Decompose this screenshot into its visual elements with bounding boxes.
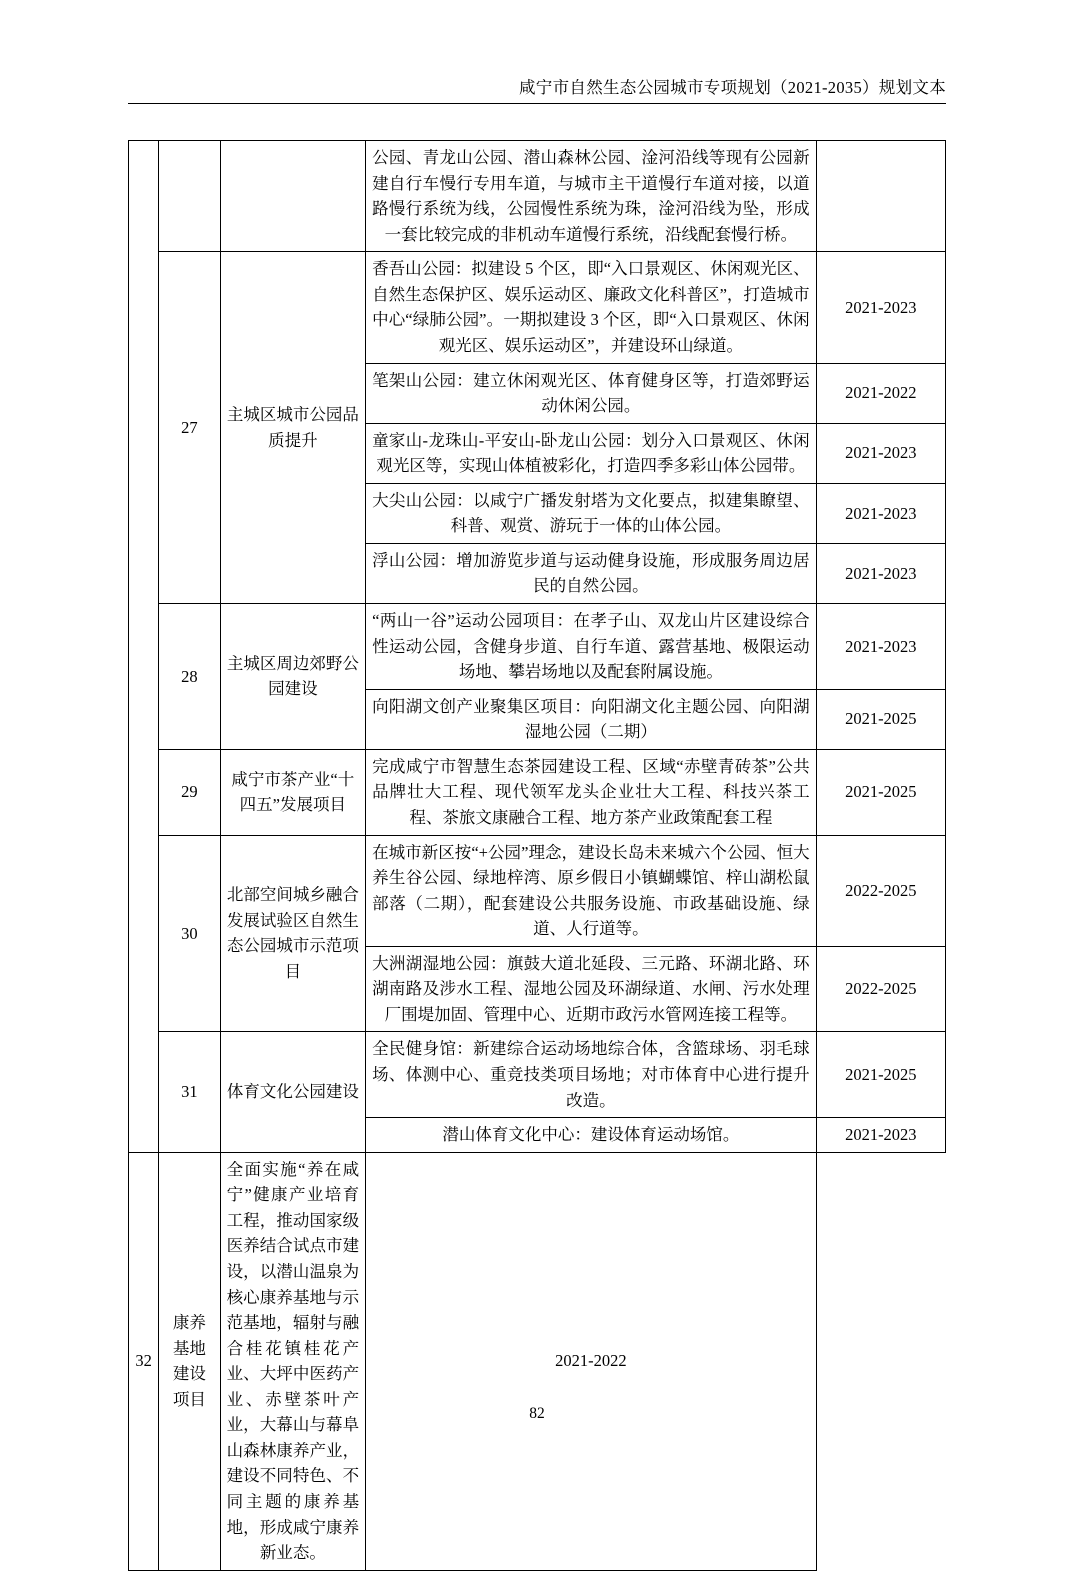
cell-year xyxy=(816,141,945,252)
cell-year: 2021-2023 xyxy=(816,423,945,483)
cell-description: “两山一谷”运动公园项目：在孝子山、双龙山片区建设综合性运动公园，含健身步道、自行车道、露营基地、极限运动场地、攀岩场地以及配套附属设施。 xyxy=(366,604,817,690)
project-table-wrapper xyxy=(128,140,946,1571)
page-header: 咸宁市自然生态公园城市专项规划（2021-2035）规划文本 xyxy=(519,78,946,97)
cell-description: 大洲湖湿地公园：旗鼓大道北延段、三元路、环湖北路、环湖南路及涉水工程、湿地公园及环湖绿道、水闸、污水处理厂围堤加固、管理中心、近期市政污水管网连接工程等。 xyxy=(366,946,817,1032)
cell-year: 2021-2025 xyxy=(816,1032,945,1118)
cell-number: 32 xyxy=(129,1152,159,1570)
cell-number: 30 xyxy=(159,835,220,1032)
cell-year: 2021-2022 xyxy=(816,363,945,423)
table-row xyxy=(129,835,946,946)
cell-year: 2021-2022 xyxy=(366,1152,817,1570)
cell-year: 2021-2023 xyxy=(816,252,945,363)
cell-description: 大尖山公园：以咸宁广播发射塔为文化要点，拟建集瞭望、科普、观赏、游玩于一体的山体公园。 xyxy=(366,483,817,543)
cell-number: 29 xyxy=(159,749,220,835)
cell-number xyxy=(159,141,220,252)
table-row xyxy=(129,141,946,252)
table-row xyxy=(129,252,946,363)
cell-project-name: 北部空间城乡融合发展试验区自然生态公园城市示范项目 xyxy=(220,835,366,1032)
cell-description: 完成咸宁市智慧生态茶园建设工程、区域“赤壁青砖茶”公共品牌壮大工程、现代领军龙头企业壮大工程、科技兴茶工程、茶旅文康融合工程、地方茶产业政策配套工程 xyxy=(366,749,817,835)
table-row xyxy=(129,1032,946,1118)
cell-project-name: 主城区周边郊野公园建设 xyxy=(220,604,366,750)
table-row xyxy=(129,604,946,690)
cell-year: 2022-2025 xyxy=(816,835,945,946)
table-row xyxy=(129,749,946,835)
cell-year: 2021-2023 xyxy=(816,543,945,603)
cell-project-name: 体育文化公园建设 xyxy=(220,1032,366,1152)
cell-project-name xyxy=(220,141,366,252)
cell-number: 27 xyxy=(159,252,220,604)
page-number: 82 xyxy=(529,1405,545,1422)
cell-description: 公园、青龙山公园、潜山森林公园、淦河沿线等现有公园新建自行车慢行专用车道，与城市主干道慢行车道对接，以道路慢行系统为线，公园慢性系统为珠，淦河沿线为坠，形成一套比较完成的非机动车道慢行系统，沿线配套慢行桥。 xyxy=(366,141,817,252)
cell-number: 31 xyxy=(159,1032,220,1152)
cell-project-name: 康养基地建设项目 xyxy=(159,1152,220,1570)
cell-description: 童家山-龙珠山-平安山-卧龙山公园：划分入口景观区、休闲观光区等，实现山体植被彩化，打造四季多彩山体公园带。 xyxy=(366,423,817,483)
cell-year: 2021-2023 xyxy=(816,1118,945,1153)
table-row xyxy=(129,1152,946,1570)
cell-year: 2021-2025 xyxy=(816,689,945,749)
project-table xyxy=(128,140,946,1571)
cell-category-blank xyxy=(129,141,159,1153)
cell-description: 全面实施“养在咸宁”健康产业培育工程，推动国家级医养结合试点市建设，以潜山温泉为核心康养基地与示范基地，辐射与融合桂花镇桂花产业、大坪中医药产业、赤壁茶叶产业，大幕山与幕阜山森林康养产业，建设不同特色、不同主题的康养基地，形成咸宁康养新业态。 xyxy=(220,1152,366,1570)
cell-year: 2021-2023 xyxy=(816,483,945,543)
cell-description: 全民健身馆：新建综合运动场地综合体，含篮球场、羽毛球场、体测中心、重竞技类项目场地；对市体育中心进行提升改造。 xyxy=(366,1032,817,1118)
cell-description: 笔架山公园：建立休闲观光区、体育健身区等，打造郊野运动休闲公园。 xyxy=(366,363,817,423)
project-table-body xyxy=(129,141,946,1571)
cell-description: 在城市新区按“+公园”理念，建设长岛未来城六个公园、恒大养生谷公园、绿地梓湾、原乡假日小镇蝴蝶馆、梓山湖松鼠部落（二期），配套建设公共服务设施、市政基础设施、绿道、人行道等。 xyxy=(366,835,817,946)
cell-year: 2022-2025 xyxy=(816,946,945,1032)
cell-description: 浮山公园：增加游览步道与运动健身设施，形成服务周边居民的自然公园。 xyxy=(366,543,817,603)
cell-year: 2021-2025 xyxy=(816,749,945,835)
cell-description: 向阳湖文创产业聚集区项目：向阳湖文化主题公园、向阳湖湿地公园（二期） xyxy=(366,689,817,749)
header-divider xyxy=(128,103,946,104)
cell-project-name: 主城区城市公园品质提升 xyxy=(220,252,366,604)
cell-description: 潜山体育文化中心：建设体育运动场馆。 xyxy=(366,1118,817,1153)
cell-description: 香吾山公园：拟建设 5 个区，即“入口景观区、休闲观光区、自然生态保护区、娱乐运动区、廉政文化科普区”，打造城市中心“绿肺公园”。一期拟建设 3 个区，即“入口景观区、休闲观光区、娱乐运动区”，并建设环山绿道。 xyxy=(366,252,817,363)
cell-number: 28 xyxy=(159,604,220,750)
cell-project-name: 咸宁市茶产业“十四五”发展项目 xyxy=(220,749,366,835)
cell-year: 2021-2023 xyxy=(816,604,945,690)
